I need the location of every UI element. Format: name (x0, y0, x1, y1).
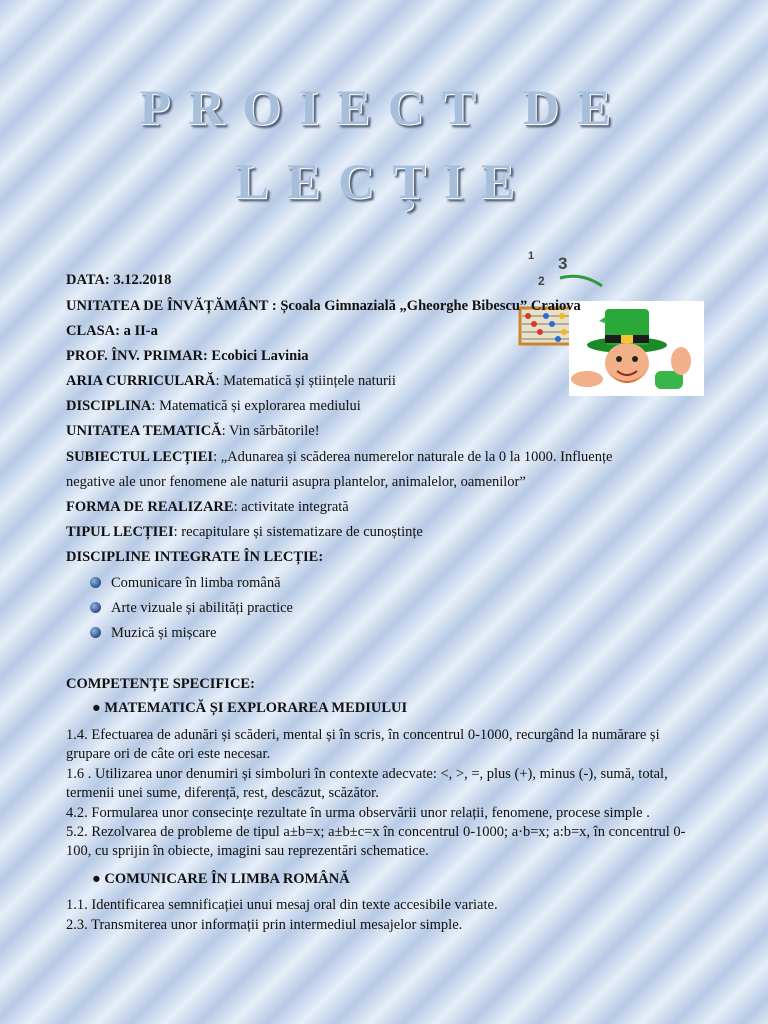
list-item-label: Comunicare în limba română (111, 575, 281, 591)
subiect-line-1 (66, 449, 612, 466)
number-2: 2 (538, 274, 545, 288)
clasa-line: CLASA: a II-a (66, 323, 158, 339)
disciplina-line (66, 398, 361, 415)
aria-line (66, 373, 396, 390)
discipline-integrate-heading: DISCIPLINE INTEGRATE ÎN LECȚIE: (66, 549, 324, 565)
unitatea-tematica-line (66, 423, 320, 440)
number-1: 1 (528, 250, 535, 262)
leprechaun-icon (569, 301, 704, 396)
list-item-label: Muzică și mișcare (111, 625, 217, 641)
subiect-value-1: : „Adunarea și scăderea numerelor naturale de la 0 la 1000. Influențe (213, 449, 613, 465)
tipul-line (66, 524, 423, 541)
competenta-1-4: 1.4. Efectuarea de adunări și scăderi, mental și în scris, în concentrul 0-1000, recurgând la numărare și grupare ori de câte ori este necesar. (66, 727, 660, 762)
unitatea-tematica-value: : Vin sărbătorile! (221, 423, 320, 439)
disciplina-value: : Matematică și explorarea mediului (151, 398, 361, 414)
list-item (90, 625, 217, 642)
list-item (90, 575, 281, 592)
unitatea-tematica-label: UNITATEA TEMATICĂ (66, 423, 222, 439)
list-item (90, 600, 293, 617)
subiect-line-2: negative ale unor fenomene ale naturii asupra plantelor, animalelor, oamenilor” (66, 474, 526, 490)
numbers-clipart (524, 250, 604, 290)
unitatea-value: Școala Gimnazială „Gheorghe Bibescu” Craiova (276, 298, 581, 314)
aria-label: ARIA CURRICULARĂ (66, 373, 216, 389)
list-item-label: Arte vizuale și abilități practice (111, 600, 293, 616)
competenta-4-2: 4.2. Formularea unor consecințe rezultate în urma observării unor relații, fenomene, procese simple . (66, 805, 650, 821)
forma-label: FORMA DE REALIZARE (66, 499, 234, 515)
leprechaun-image (569, 301, 704, 396)
green-swoosh-icon (558, 268, 606, 292)
number-3: 3 (558, 254, 568, 273)
unitatea-label: UNITATEA DE ÎNVĂȚĂMÂNT : (66, 298, 277, 314)
competenta-2-3: 2.3. Transmiterea unor informații prin intermediul mesajelor simple. (66, 917, 463, 933)
date-line: DATA: 3.12.2018 (66, 272, 172, 288)
tipul-value: : recapitulare și sistematizare de cunoștințe (173, 524, 423, 540)
disciplina-label: DISCIPLINA (66, 398, 152, 414)
title-line-1: PROIECT DE (139, 79, 629, 135)
competente-heading: COMPETENȚE SPECIFICE: (66, 676, 255, 692)
forma-line (66, 499, 349, 516)
title-line-2: LECȚIE (235, 153, 533, 209)
unitatea-line (66, 298, 581, 315)
bullet-icon (90, 577, 101, 588)
bullet-icon (90, 602, 101, 613)
subiect-label: SUBIECTUL LECȚIEI (66, 449, 214, 465)
comunicare-heading: ● COMUNICARE ÎN LIMBA ROMÂNĂ (92, 871, 350, 887)
tipul-label: TIPUL LECȚIEI (66, 524, 174, 540)
prof-line: PROF. ÎNV. PRIMAR: Ecobici Lavinia (66, 348, 309, 364)
mate-heading: ● MATEMATICĂ ȘI EXPLORAREA MEDIULUI (92, 700, 408, 716)
aria-value: : Matematică și științele naturii (215, 373, 396, 389)
competenta-1-1: 1.1. Identificarea semnificației unui mesaj oral din texte accesibile variate. (66, 897, 498, 913)
forma-value: : activitate integrată (233, 499, 349, 515)
competenta-1-6: 1.6 . Utilizarea unor denumiri și simboluri în contexte adecvate: <, >, =, plus (+), minus (-), sumă, total, termenii unei sume, diferență, rest, descăzut, scăzător. (66, 766, 668, 801)
competenta-5-2: 5.2. Rezolvarea de probleme de tipul a±b=x; a±b±c=x în concentrul 0-1000; a·b=x; a:b=x, în concentrul 0-100, cu sprijin în obiecte, imagini sau reprezentări schematice. (66, 824, 686, 859)
bullet-icon (90, 627, 101, 638)
